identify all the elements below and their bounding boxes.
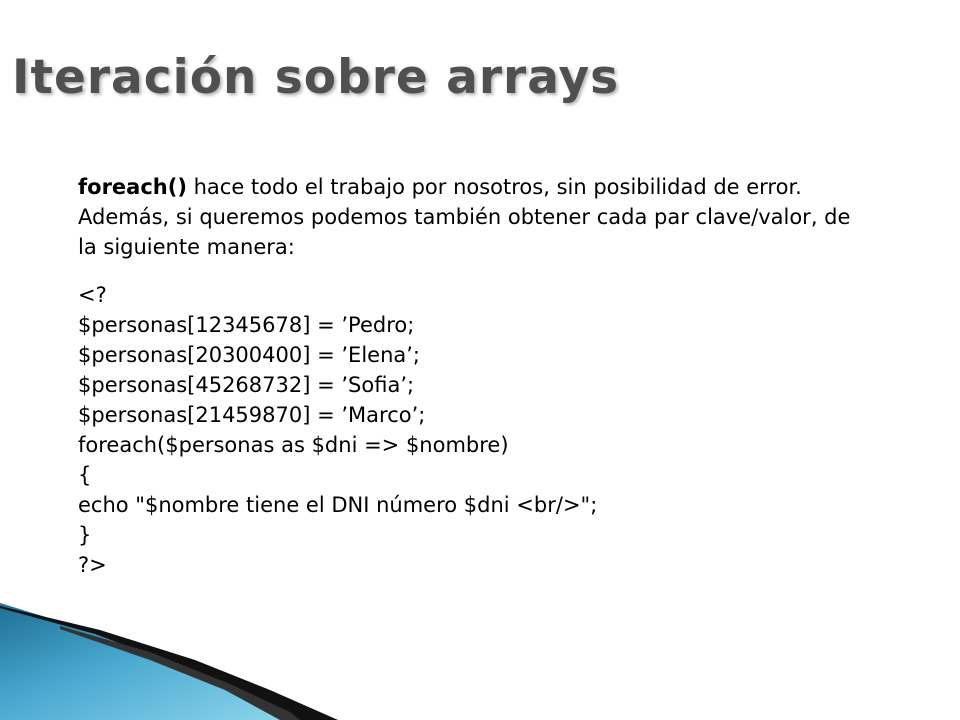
foreach-keyword: foreach() — [78, 175, 187, 199]
code-line: $personas[45268732] = ’Sofia’; — [78, 373, 415, 397]
slide-body — [78, 172, 878, 580]
corner-dark-stripe-thin — [60, 626, 300, 720]
code-line: { — [78, 463, 92, 487]
intro-text: hace todo el trabajo por nosotros, sin posibilidad de error. Además, si queremos podemos también obtener cada par clave/valor, de la siguiente manera: — [78, 175, 851, 259]
code-line: $personas[12345678] = ’Pedro; — [78, 313, 415, 337]
corner-blue-wave — [0, 603, 300, 720]
code-line: ?> — [78, 553, 107, 577]
code-line: echo "$nombre tiene el DNI número $dni <br/>"; — [78, 493, 598, 517]
code-line: } — [78, 523, 92, 547]
code-line: $personas[21459870] = ’Marco’; — [78, 403, 426, 427]
slide-title: Iteración sobre arrays — [12, 50, 620, 105]
code-block — [78, 280, 878, 580]
code-line: foreach($personas as $dni => $nombre) — [78, 433, 509, 457]
code-line: <? — [78, 283, 107, 307]
code-line: $personas[20300400] = ’Elena’; — [78, 343, 420, 367]
corner-dark-stripe — [0, 606, 338, 720]
intro-paragraph — [78, 172, 868, 262]
